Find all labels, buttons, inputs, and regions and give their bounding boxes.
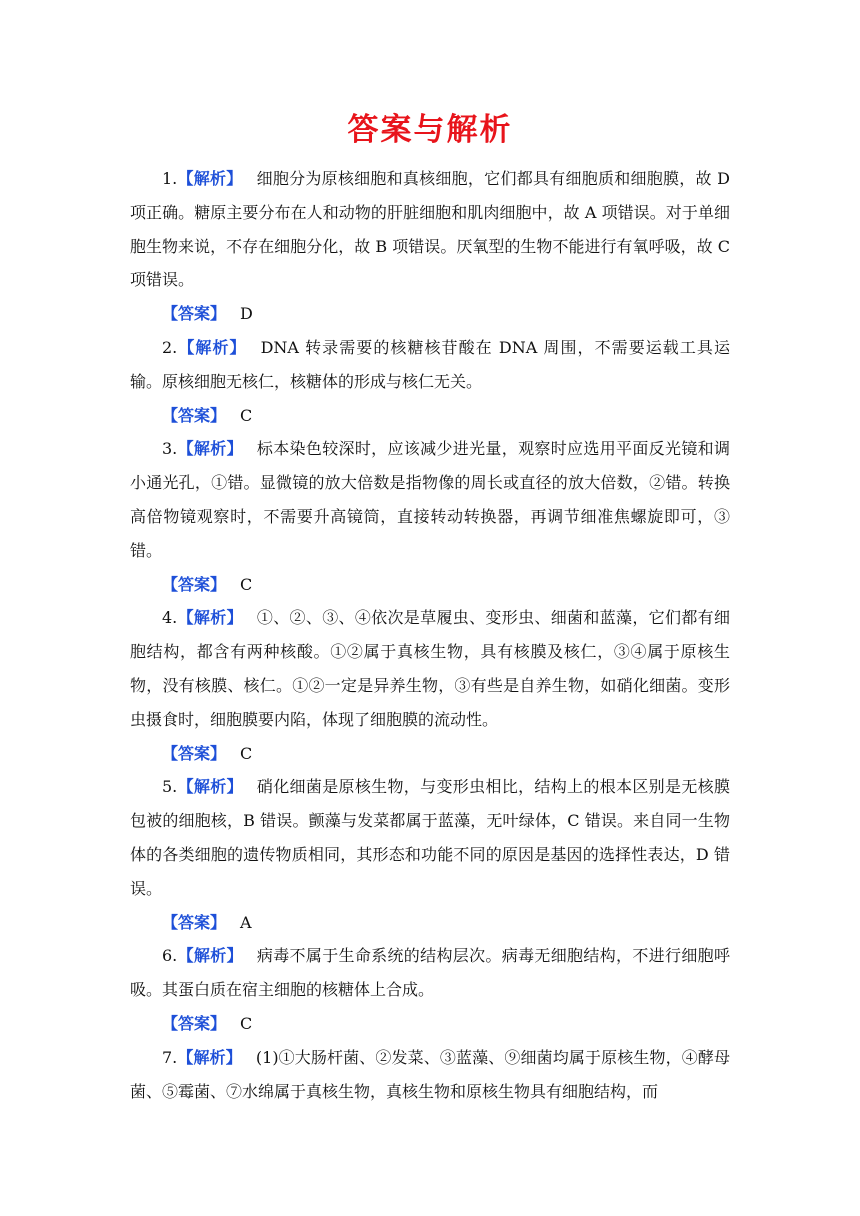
- analysis-label: 【解析】: [177, 946, 243, 966]
- analysis-text: 标本染色较深时，应该减少进光量，观察时应选用平面反光镜和调小通光孔，①错。显微镜的放大倍数是指物像的周长或直径的放大倍数，②错。转换高倍物镜观察时，不需要升高镜筒，直接转动转换器，再调节细准焦螺旋即可，③错。: [130, 439, 730, 560]
- item-2-analysis: [130, 331, 730, 399]
- item-number: 4.: [162, 608, 178, 628]
- item-5-analysis: [130, 770, 730, 905]
- item-number: 7.: [162, 1047, 178, 1067]
- item-number: 3.: [162, 439, 178, 459]
- answer-value: C: [240, 743, 253, 763]
- item-6-answer: [130, 1007, 730, 1041]
- item-5-answer: [130, 906, 730, 940]
- analysis-text: 细胞分为原核细胞和真核细胞，它们都具有细胞质和细胞膜，故 D 项正确。糖原主要分布在人和动物的肝脏细胞和肌肉细胞中，故 A 项错误。对于单细胞生物来说，不存在细胞分化，故 B 项错误。厌氧型的生物不能进行有氧呼吸，故 C 项错误。: [130, 169, 730, 290]
- answer-list: [130, 162, 730, 1108]
- item-1-answer: [130, 297, 730, 331]
- answer-value: C: [240, 405, 253, 425]
- analysis-label: 【解析】: [177, 439, 243, 459]
- analysis-text: (1)①大肠杆菌、②发菜、③蓝藻、⑨细菌均属于原核生物，④酵母菌、⑤霉菌、⑦水绵属于真核生物，真核生物和原核生物具有细胞结构，而: [130, 1047, 730, 1101]
- answer-label: 【答案】: [162, 574, 227, 594]
- analysis-text: 病毒不属于生命系统的结构层次。病毒无细胞结构，不进行细胞呼吸。其蛋白质在宿主细胞的核糖体上合成。: [130, 946, 730, 1000]
- answer-value: A: [240, 912, 252, 932]
- answer-label: 【答案】: [162, 304, 227, 324]
- page-title: 答案与解析: [347, 112, 513, 148]
- analysis-label: 【解析】: [177, 608, 243, 628]
- item-3-answer: [130, 568, 730, 602]
- answer-label: 【答案】: [162, 1013, 227, 1033]
- analysis-text: DNA 转录需要的核糖核苷酸在 DNA 周围，不需要运载工具运输。原核细胞无核仁，核糖体的形成与核仁无关。: [130, 337, 730, 391]
- item-number: 2.: [162, 337, 178, 357]
- item-number: 6.: [162, 946, 178, 966]
- answer-label: 【答案】: [162, 743, 227, 763]
- answer-label: 【答案】: [162, 912, 227, 932]
- analysis-text: 硝化细菌是原核生物，与变形虫相比，结构上的根本区别是无核膜包被的细胞核，B 错误。颤藻与发菜都属于蓝藻，无叶绿体，C 错误。来自同一生物体的各类细胞的遗传物质相同，其形态和功能不同的原因是基因的选择性表达，D 错误。: [130, 777, 730, 898]
- analysis-label: 【解析】: [177, 1047, 242, 1067]
- item-2-answer: [130, 399, 730, 433]
- item-6-analysis: [130, 939, 730, 1007]
- answer-label: 【答案】: [162, 405, 227, 425]
- analysis-label: 【解析】: [177, 169, 243, 188]
- answer-value: C: [240, 1013, 253, 1033]
- item-number: 1.: [162, 169, 178, 188]
- item-1-analysis: [130, 162, 730, 297]
- analysis-label: 【解析】: [177, 777, 243, 797]
- item-3-analysis: [130, 432, 730, 567]
- analysis-text: ①、②、③、④依次是草履虫、变形虫、细菌和蓝藻，它们都有细胞结构，都含有两种核酸。①②属于真核生物，具有核膜及核仁，③④属于原核生物，没有核膜、核仁。①②一定是异养生物，③有些是自养生物，如硝化细菌。变形虫摄食时，细胞膜要内陷，体现了细胞膜的流动性。: [130, 608, 730, 729]
- item-4-analysis: [130, 601, 730, 736]
- answer-value: C: [240, 574, 253, 594]
- item-7-analysis: [130, 1041, 730, 1109]
- answer-value: D: [240, 304, 253, 324]
- item-number: 5.: [162, 777, 178, 797]
- item-4-answer: [130, 737, 730, 771]
- analysis-label: 【解析】: [177, 337, 247, 357]
